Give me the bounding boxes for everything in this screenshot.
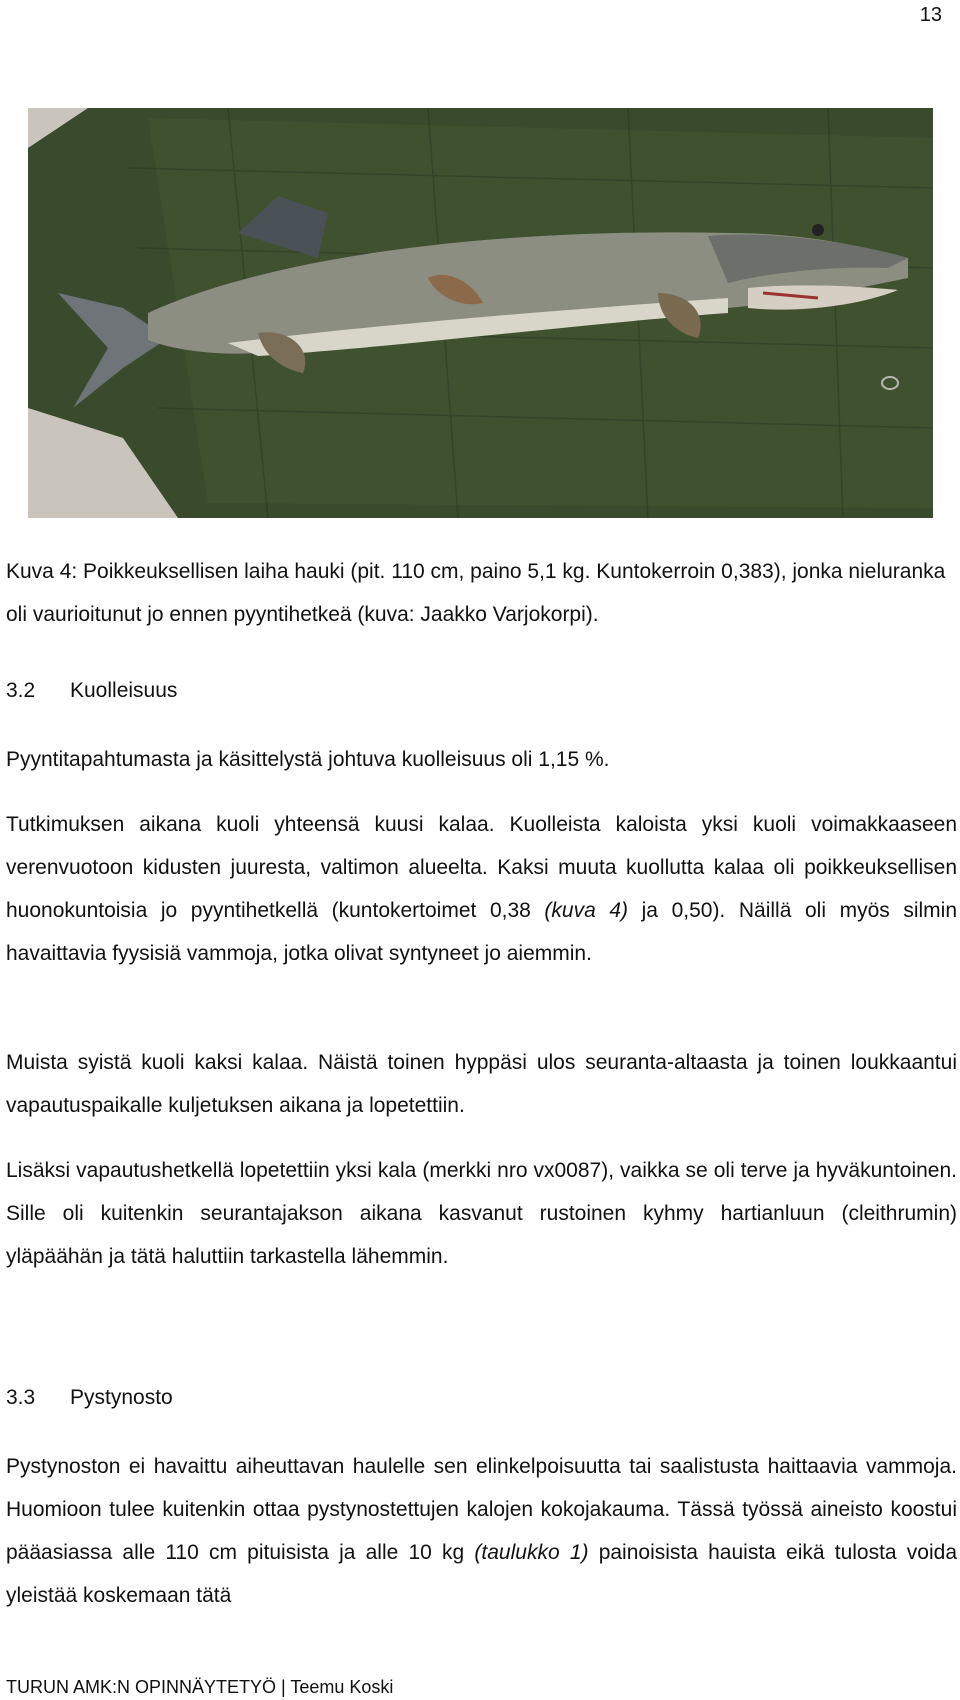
table-reference: (taulukko 1) <box>474 1541 589 1564</box>
figure-reference: (kuva 4) <box>544 899 629 922</box>
pike-on-tarp-image <box>28 108 933 518</box>
text-run: Pystynoston ei havaittu aiheuttavan haulelle sen elinkelpoisuutta tai saalistusta haittaavia vammoja. Huomioon tulee kuitenkin ottaa pystynostettujen kalojen kokojakauma. Tässä työssä aineisto koostui pääasiassa alle 110 cm pituisista ja alle 10 kg <box>6 1455 957 1564</box>
paragraph-other-causes: Muista syistä kuoli kaksi kalaa. Näistä toinen hyppäsi ulos seuranta-altaasta ja toinen loukkaantui vapautuspaikalle kuljetuksen aikana ja lopetettiin. <box>6 1051 957 1117</box>
text-run: Tutkimuksen aikana kuoli yhteensä kuusi kalaa. Kuolleista kaloista yksi kuoli voimakkaaseen verenvuotoon kidusten juuresta, valtimon alueelta. Kaksi muuta kuollutta kalaa oli poikkeuksellisen huonokuntoisia jo pyyntihetkellä (kuntokertoimet 0,38 <box>6 813 957 922</box>
page-number: 13 <box>919 4 942 26</box>
figure-caption: Kuva 4: Poikkeuksellisen laiha hauki (pit. 110 cm, paino 5,1 kg. Kuntokerroin 0,383), jonka nieluranka oli vaurioitunut jo ennen pyyntihetkeä (kuva: Jaakko Varjokorpi). <box>6 560 946 626</box>
text-run: painoisista hauista eikä tulosta voida yleistää koskemaan tätä <box>6 1541 958 1607</box>
paragraph-mortality-rate: Pyyntitapahtumasta ja käsittelystä johtuva kuolleisuus oli 1,15 %. <box>6 748 610 771</box>
page-footer: TURUN AMK:N OPINNÄYTETYÖ | Teemu Koski <box>6 1677 394 1697</box>
section-heading-3-3 <box>6 1385 173 1411</box>
section-title: Kuolleisuus <box>70 679 178 702</box>
pike-photo <box>28 108 933 518</box>
paragraph-euthanized-fish: Lisäksi vapautushetkellä lopetettiin yksi kala (merkki nro vx0087), vaikka se oli terve ja hyväkuntoinen. Sille oli kuitenkin seurantajakson aikana kasvanut rustoinen kyhmy hartianluun (cleithrumin) yläpäähän ja tätä haluttiin tarkastella lähemmin. <box>6 1159 957 1268</box>
section-title: Pystynosto <box>70 1386 173 1409</box>
section-heading-3-2 <box>6 678 177 704</box>
text-run: ja 0,50). Näillä oli myös silmin havaittavia fyysisiä vammoja, jotka olivat syntyneet jo aiemmin. <box>6 899 958 965</box>
section-number: 3.3 <box>6 1386 36 1409</box>
paragraph-deaths-during-study <box>6 803 957 975</box>
section-number: 3.2 <box>6 679 36 702</box>
paragraph-vertical-lift <box>6 1445 957 1617</box>
